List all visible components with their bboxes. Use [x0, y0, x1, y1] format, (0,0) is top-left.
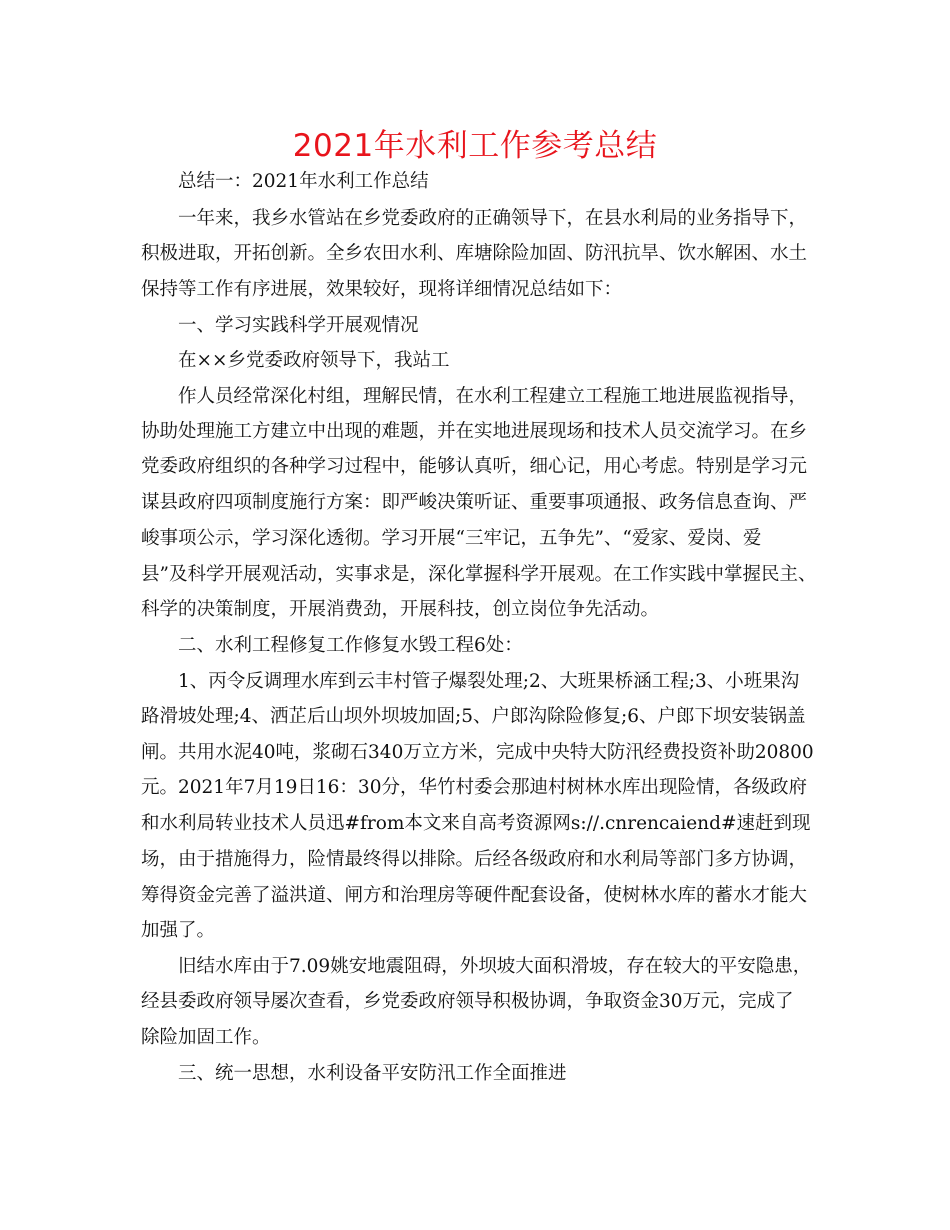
paragraph-line: 路滑坡处理;4、洒芷后山坝外坝坡加固;5、户郎沟除险修复;6、户郎下坝安装锅盖: [141, 706, 806, 727]
paragraph-line: 闸。共用水泥40吨，浆砌石340万立方米，完成中央特大防汛经费投资补助20800: [141, 742, 814, 763]
paragraph-line: 加强了。: [141, 920, 216, 941]
summary-heading: 总结一：2021年水利工作总结: [178, 171, 429, 192]
paragraph-line: 保持等工作有序进展，效果较好，现将详细情况总结如下：: [141, 279, 623, 300]
paragraph-line: 旧结水库由于7.09姚安地震阻碍，外坝坡大面积滑坡，存在较大的平安隐患，: [178, 956, 812, 977]
paragraph-line: 积极进取，开拓创新。全乡农田水利、库塘除险加固、防汛抗旱、饮水解困、水土: [141, 243, 808, 264]
paragraph-line: 县”及科学开展观活动，实事求是，深化掌握科学开展观。在工作实践中掌握民主、: [141, 564, 817, 585]
paragraph-line: 和水利局转业技术人员迅#from本文来自高考资源网s://.cnrencaiend#速赶到现: [141, 813, 811, 834]
paragraph-line: 1、丙令反调理水库到云丰村管子爆裂处理;2、大班果桥涵工程;3、小班果沟: [178, 671, 800, 692]
paragraph-line: 元。2021年7月19日16：30分，华竹村委会那迪村树林水库出现险情，各级政府: [141, 777, 807, 798]
section-heading: 一、学习实践科学开展观情况: [178, 315, 419, 336]
paragraph-line: 在××乡党委政府领导下，我站工: [178, 350, 450, 371]
paragraph-line: 科学的决策制度，开展消费劲，开展科技，创立岗位争先活动。: [141, 599, 660, 620]
section-heading: 二、水利工程修复工作修复水毁工程6处：: [178, 635, 523, 656]
document-title: 2021年水利工作参考总结: [292, 128, 658, 164]
paragraph-line: 党委政府组织的各种学习过程中，能够认真听，细心记，用心考虑。特别是学习元: [141, 456, 808, 477]
paragraph-line: 峻事项公示，学习深化透彻。学习开展“三牢记，五争先”、“爱家、爱岗、爱: [141, 528, 762, 549]
paragraph-line: 场，由于措施得力，险情最终得以排除。后经各级政府和水利局等部门多方协调，: [141, 849, 808, 870]
paragraph-line: 协助处理施工方建立中出现的难题，并在实地进展现场和技术人员交流学习。在乡: [141, 421, 808, 442]
paragraph-line: 经县委政府领导屡次查看，乡党委政府领导积极协调，争取资金30万元，完成了: [141, 991, 794, 1012]
paragraph-line: 谋县政府四项制度施行方案：即严峻决策听证、重要事项通报、政务信息查询、严: [141, 492, 808, 513]
paragraph-line: 筹得资金完善了溢洪道、闸方和治理房等硬件配套设备，使树林水库的蓄水才能大: [141, 885, 808, 906]
paragraph-line: 作人员经常深化村组，理解民情，在水利工程建立工程施工地进展监视指导，: [178, 386, 808, 407]
paragraph-line: 一年来，我乡水管站在乡党委政府的正确领导下，在县水利局的业务指导下，: [178, 208, 808, 229]
section-heading: 三、统一思想，水利设备平安防汛工作全面推进: [178, 1063, 567, 1084]
paragraph-line: 除险加固工作。: [141, 1027, 271, 1048]
